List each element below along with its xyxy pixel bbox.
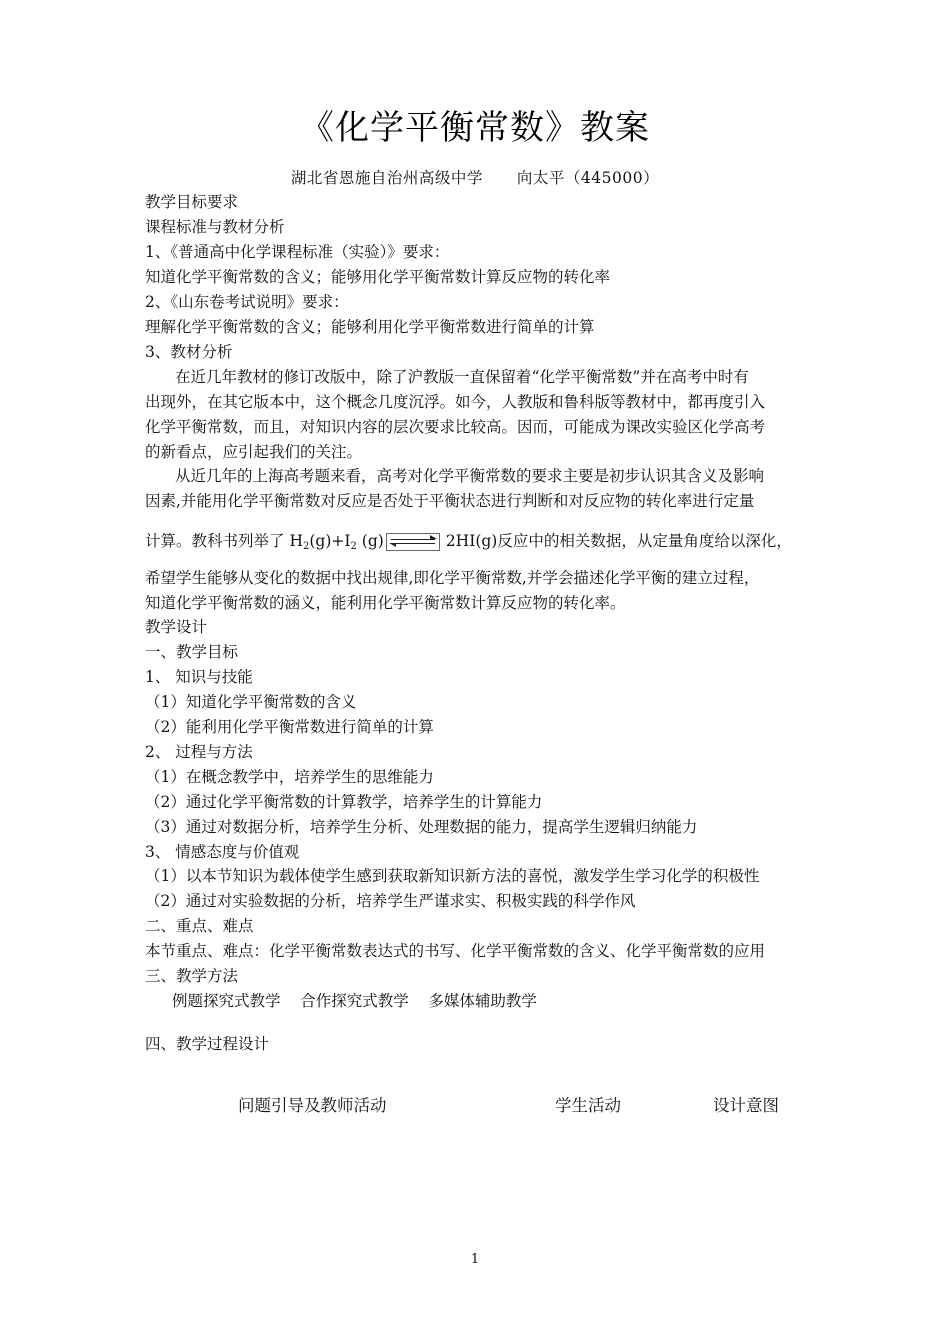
objective-3-1: （1）以本节知识为载体使学生感到获取新知识新方法的喜悦，激发学生学习化学的积极性	[145, 867, 760, 885]
section-3-heading: 三、教学方法	[145, 967, 239, 985]
heading-objectives: 教学目标要求	[145, 193, 239, 211]
document-title: 《化学平衡常数》教案	[300, 108, 650, 148]
objective-3-2: （2）通过对实验数据的分析，培养学生严谨求实、积极实践的科学作风	[145, 892, 636, 910]
equilibrium-arrow-icon	[386, 533, 440, 551]
subsection-process: 2、 过程与方法	[145, 743, 253, 761]
para1-line-1: 在近几年教材的修订改版中，除了沪教版一直保留着“化学平衡常数”并在高考中时有	[175, 368, 749, 386]
objective-2-3: （3）通过对数据分析，培养学生分析、处理数据的能力，提高学生逻辑归纳能力	[145, 818, 698, 836]
objective-1-2: （2）能利用化学平衡常数进行简单的计算	[145, 718, 434, 736]
objective-1-1: （1）知道化学平衡常数的含义	[145, 693, 357, 711]
table-header-student-activity: 学生活动	[555, 1096, 621, 1115]
page-number: 1	[470, 1252, 480, 1267]
curriculum-item-2: 2、《山东卷考试说明》要求：	[145, 293, 349, 311]
curriculum-item-1: 1、《普通高中化学课程标准（实验）》要求：	[145, 243, 450, 261]
heading-curriculum: 课程标准与教材分析	[145, 218, 285, 236]
para1-line-3: 化学平衡常数，而且，对知识内容的层次要求比较高。因而，可能成为课改实验区化学高考	[145, 418, 766, 436]
teaching-methods: 例题探究式教学 合作探究式教学 多媒体辅助教学	[172, 992, 537, 1010]
author-line	[0, 166, 950, 188]
subsection-knowledge: 1、 知识与技能	[145, 668, 253, 686]
table-header-design-intent: 设计意图	[713, 1096, 779, 1115]
para2-line-5: 知道化学平衡常数的涵义，能利用化学平衡常数计算反应物的转化率。	[145, 594, 626, 612]
para2-line-3-suffix: 反应中的相关数据，从定量角度给以深化，	[497, 532, 792, 550]
heading-teaching-design: 教学设计	[145, 618, 208, 636]
objective-2-2: （2）通过化学平衡常数的计算教学，培养学生的计算能力	[145, 793, 543, 811]
curriculum-item-3: 3、教材分析	[145, 343, 233, 361]
objective-2-1: （1）在概念教学中，培养学生的思维能力	[145, 768, 434, 786]
author-school: 湖北省恩施自治州高级中学	[290, 169, 483, 187]
table-header-teacher-activity: 问题引导及教师活动	[238, 1096, 387, 1115]
para2-line-4: 希望学生能够从变化的数据中找出规律,即化学平衡常数,并学会描述化学平衡的建立过程，	[145, 569, 760, 587]
key-points-text: 本节重点、难点：化学平衡常数表达式的书写、化学平衡常数的含义、化学平衡常数的应用	[145, 942, 766, 960]
curriculum-item-1-text: 知道化学平衡常数的含义；能够用化学平衡常数计算反应物的转化率	[145, 268, 611, 286]
para1-line-2: 出现外，在其它版本中，这个概念几度沉浮。如今，人教版和鲁科版等教材中，都再度引入	[145, 393, 766, 411]
author-name: 向太平（445000）	[516, 169, 660, 187]
section-1-heading: 一、教学目标	[145, 643, 239, 661]
section-2-heading: 二、重点、难点	[145, 917, 254, 935]
para2-line-3-prefix: 计算。教科书列举了	[145, 532, 290, 550]
section-4-heading: 四、教学过程设计	[145, 1035, 270, 1053]
curriculum-item-2-text: 理解化学平衡常数的含义；能够利用化学平衡常数进行简单的计算	[145, 318, 595, 336]
para2-line-1: 从近几年的上海高考题来看，高考对化学平衡常数的要求主要是初步认识其含义及影响	[175, 467, 765, 485]
subsection-attitude: 3、 情感态度与价值观	[145, 843, 300, 861]
reaction-equation: $H_2(g)+I_2$ (g) 2HI(g)	[289, 532, 498, 552]
para2-line-2: 因素,并能用化学平衡常数对反应是否处于平衡状态进行判断和对反应物的转化率进行定量	[145, 492, 755, 510]
para1-line-4: 的新看点，应引起我们的关注。	[145, 443, 363, 461]
para2-line-3	[145, 531, 792, 557]
